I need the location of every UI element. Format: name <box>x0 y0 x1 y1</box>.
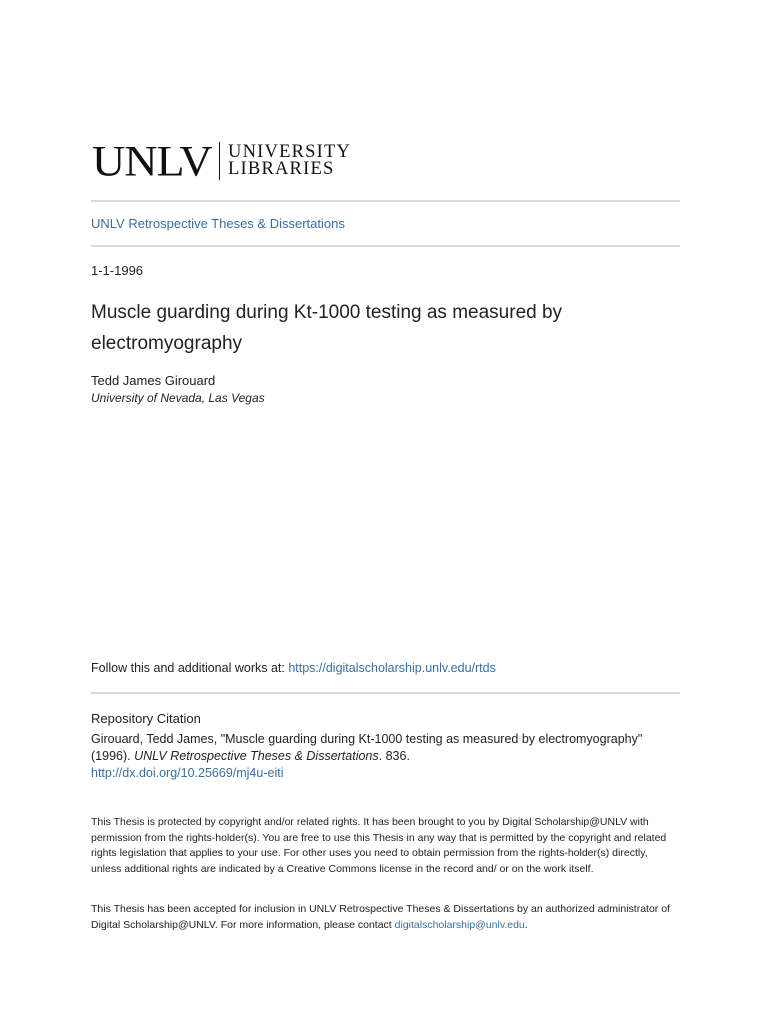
collection-link[interactable]: UNLV Retrospective Theses & Dissertations <box>91 216 345 231</box>
citation-number: . 836. <box>378 749 410 763</box>
divider-follow <box>91 692 680 694</box>
acceptance-text: This Thesis has been accepted for inclusion in UNLV Retrospective Theses & Dissertations by an authorized administrator of Digital Scholarship@UNLV. For more information, please contact <box>91 903 670 931</box>
logo-line-2: LIBRARIES <box>228 159 335 179</box>
repository-citation <box>91 731 676 782</box>
unlv-libraries-logo <box>92 136 352 185</box>
acceptance-statement <box>91 902 676 933</box>
logo-line-1: UNIVERSITY <box>228 142 352 162</box>
logo-wordmark: UNLV <box>92 136 212 185</box>
contact-email-link[interactable]: digitalscholarship@unlv.edu <box>394 918 525 931</box>
rights-statement: This Thesis is protected by copyright and/or related rights. It has been brought to you by Digital Scholarship@UNLV with permission from the rights-holder(s). You are free to use this Thesis in any way that is permitted by the copyright and related rights legislation that applies to your use. For other uses you need to obtain permission from the rights-holder(s) directly, unless additional rights are indicated by a Creative Commons license in the record and/ or on the work itself. <box>91 816 667 875</box>
author-affiliation: University of Nevada, Las Vegas <box>91 391 265 405</box>
logo-subtitle <box>228 144 351 178</box>
citation-text: Girouard, Tedd James, "Muscle guarding during Kt-1000 testing as measured by electromyography" (1996). <box>91 732 643 763</box>
document-title: Muscle guarding during Kt-1000 testing as measured by electromyography <box>91 302 563 354</box>
publication-date: 1-1-1996 <box>91 263 144 278</box>
acceptance-end: . <box>524 918 528 931</box>
repository-citation-heading: Repository Citation <box>91 711 201 726</box>
logo-divider <box>219 142 221 180</box>
rtds-link[interactable]: https://digitalscholarship.unlv.edu/rtds <box>288 661 496 675</box>
divider-top <box>91 200 680 202</box>
follow-line <box>91 661 496 675</box>
citation-series: UNLV Retrospective Theses & Dissertations <box>134 749 379 763</box>
author-name: Tedd James Girouard <box>91 373 216 388</box>
doi-link[interactable]: http://dx.doi.org/10.25669/mj4u-eiti <box>91 766 284 780</box>
divider-collection <box>91 245 680 247</box>
follow-text: Follow this and additional works at: <box>91 661 289 675</box>
